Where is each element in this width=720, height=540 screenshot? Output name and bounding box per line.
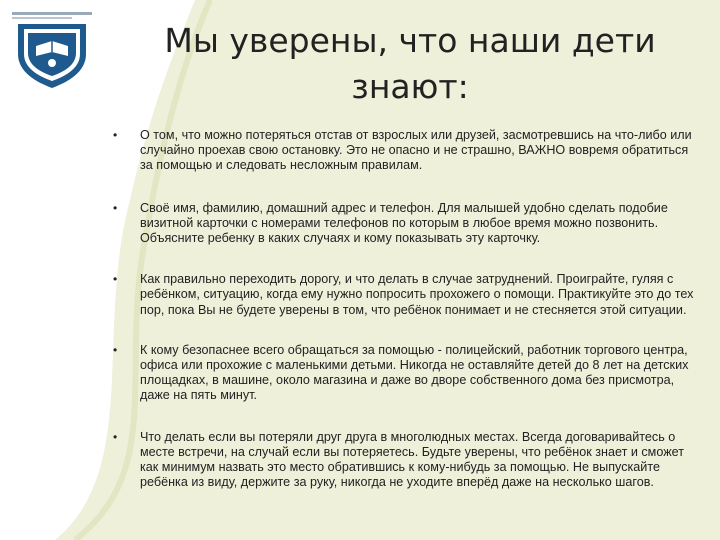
bullet-dot-icon: • <box>113 429 118 444</box>
shield-emblem-icon <box>8 10 96 90</box>
bullet-text: О том, что можно потеряться отстав от взрослых или друзей, засмотревшись на что-либо или случайно проехав свою остановку. Это не опасно и не страшно, ВАЖНО вовремя обратиться за помощью и следовать несложным правилам. <box>140 128 692 173</box>
list-item <box>110 343 698 404</box>
bullet-dot-icon: • <box>113 128 118 142</box>
list-item <box>110 430 698 491</box>
bullet-text: Как правильно переходить дорогу, и что делать в случае затруднений. Проиграйте, гуляя с ребёнком, ситуацию, когда ему нужно попросить прохожего о помощи. Практикуйте это до тех пор, пока Вы не будете уверены в том, что ребёнок понимает и не стесняется этой ситуации. <box>140 272 694 317</box>
bullet-dot-icon: • <box>113 200 118 215</box>
list-item <box>110 272 698 318</box>
bullet-list <box>110 128 698 490</box>
bullet-dot-icon: • <box>113 342 118 357</box>
bullet-dot-icon: • <box>113 272 118 287</box>
slide-title: Мы уверены, что наши дети знают: <box>164 21 656 106</box>
bullet-text: Своё имя, фамилию, домашний адрес и телефон. Для малышей удобно сделать подобие визитной карточки с номерами телефонов по которым в любое время можно позвонить. Объясните ребенку в каких случаях и кому показывать эту карточку. <box>140 200 668 246</box>
bullet-text: К кому безопаснее всего обращаться за помощью - полицейский, работник торгового центра, офиса или прохожие с маленькими детьми. Никогда не оставляйте детей до 8 лет на детских площадках, в машине, около магазина и даже во дворе собственного дома без присмотра, даже на пять минут. <box>140 342 689 403</box>
bullet-text: Что делать если вы потеряли друг друга в многолюдных местах. Всегда договаривайтесь о месте встречи, на случай если вы потеряетесь. Будьте уверены, что ребёнок знает и сможет как минимум назвать это место обратившись к кому-нибудь за помощью. Не выпускайте ребёнка из виду, держите за руку, никогда не уходите вперёд даже на несколько шагов. <box>140 429 684 490</box>
list-item <box>110 201 698 247</box>
list-item <box>110 128 698 174</box>
logo <box>8 10 96 90</box>
